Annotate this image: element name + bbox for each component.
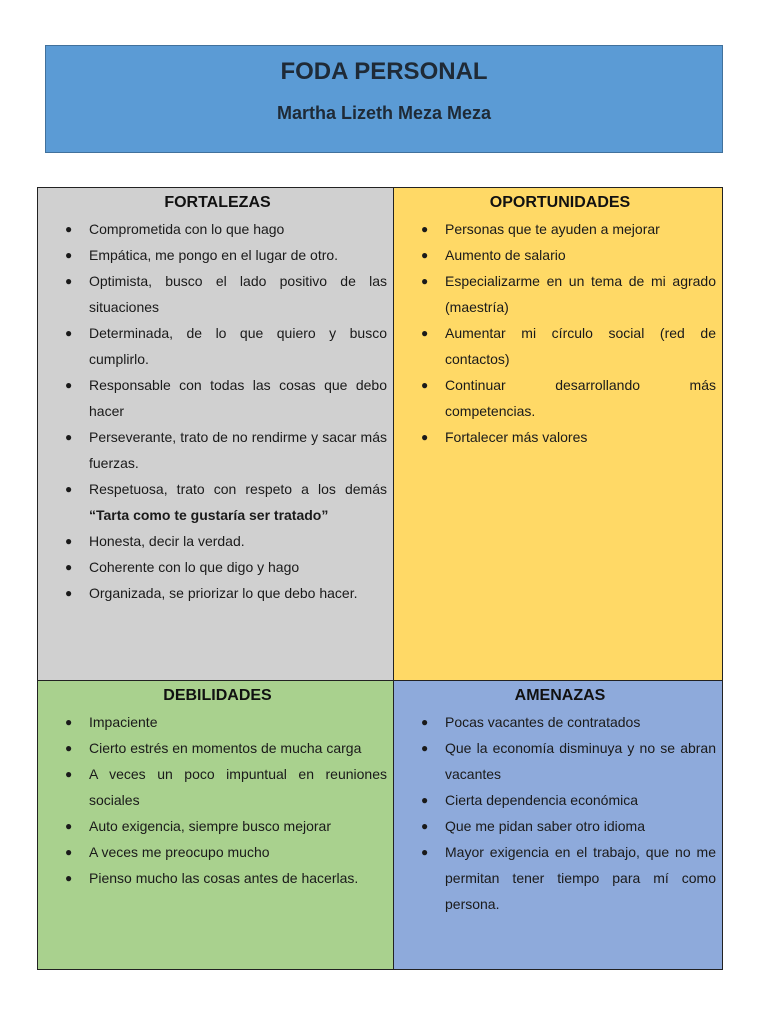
list-item: ● Responsable con todas las cosas que debo hacer	[48, 372, 387, 424]
bullet-icon: ●	[421, 715, 429, 729]
bullet-icon: ●	[421, 845, 429, 859]
list-item: ● Continuar desarrollando más competencias.	[404, 372, 716, 424]
bullet-icon: ●	[421, 274, 429, 288]
bullet-icon: ●	[421, 793, 429, 807]
bullet-icon: ●	[421, 819, 429, 833]
bullet-icon: ●	[65, 222, 73, 236]
title-banner	[45, 45, 723, 153]
page-title: FODA PERSONAL	[280, 58, 488, 85]
list-item: ● Optimista, busco el lado positivo de las situaciones	[48, 268, 387, 320]
list-item: ● Auto exigencia, siempre busco mejorar	[48, 813, 387, 839]
author-name: Martha Lizeth Meza Meza	[276, 103, 492, 123]
list-item: ● Pocas vacantes de contratados	[404, 709, 716, 735]
list-item: ● Cierto estrés en momentos de mucha carga	[48, 735, 387, 761]
bullet-icon: ●	[65, 534, 73, 548]
bullet-icon: ●	[65, 560, 73, 574]
list-item: ● Empática, me pongo en el lugar de otro.	[48, 242, 387, 268]
bullet-icon: ●	[65, 326, 73, 340]
amenazas-heading: AMENAZAS	[514, 687, 606, 704]
list-item: ● Honesta, decir la verdad.	[48, 528, 387, 554]
list-item: ● Impaciente	[48, 709, 387, 735]
debilidades-quadrant	[38, 681, 394, 969]
bullet-icon: ●	[421, 741, 429, 755]
list-item: ● Que me pidan saber otro idioma	[404, 813, 716, 839]
bullet-icon: ●	[65, 586, 73, 600]
amenazas-list	[404, 709, 716, 917]
bullet-icon: ●	[65, 274, 73, 288]
debilidades-list	[48, 709, 387, 891]
fortalezas-list	[48, 216, 387, 606]
list-item: ● Fortalecer más valores	[404, 424, 716, 450]
bullet-icon: ●	[65, 715, 73, 729]
fortalezas-heading: FORTALEZAS	[164, 194, 271, 211]
list-item: ● Personas que te ayuden a mejorar	[404, 216, 716, 242]
bullet-icon: ●	[65, 871, 73, 885]
bullet-icon: ●	[65, 430, 73, 444]
bullet-icon: ●	[65, 819, 73, 833]
list-item: ● Comprometida con lo que hago	[48, 216, 387, 242]
bullet-icon: ●	[421, 248, 429, 262]
list-item: ● Aumento de salario	[404, 242, 716, 268]
list-item: ● Especializarme en un tema de mi agrado (maestría)	[404, 268, 716, 320]
list-item: ● Aumentar mi círculo social (red de contactos)	[404, 320, 716, 372]
list-item: ● Coherente con lo que digo y hago	[48, 554, 387, 580]
fortalezas-quadrant	[38, 188, 394, 681]
oportunidades-quadrant	[394, 188, 722, 681]
list-item: ● Respetuosa, trato con respeto a los demás “Tarta como te gustaría ser tratado”	[48, 476, 387, 528]
oportunidades-heading: OPORTUNIDADES	[489, 194, 631, 211]
bullet-icon: ●	[421, 430, 429, 444]
list-item: ● Que la economía disminuya y no se abran vacantes	[404, 735, 716, 787]
bullet-icon: ●	[65, 378, 73, 392]
amenazas-quadrant	[394, 681, 722, 969]
bullet-icon: ●	[421, 222, 429, 236]
list-item: ● Organizada, se priorizar lo que debo hacer.	[48, 580, 387, 606]
bullet-icon: ●	[65, 741, 73, 755]
list-item: ● Perseverante, trato de no rendirme y sacar más fuerzas.	[48, 424, 387, 476]
fortalezas-quote: “Tarta como te gustaría ser tratado”	[89, 507, 329, 523]
list-item: ● Pienso mucho las cosas antes de hacerlas.	[48, 865, 387, 891]
list-item: ● Mayor exigencia en el trabajo, que no me permitan tener tiempo para mí como persona.	[404, 839, 716, 917]
foda-matrix	[37, 187, 723, 970]
bullet-icon: ●	[421, 326, 429, 340]
oportunidades-list	[404, 216, 716, 450]
bullet-icon: ●	[65, 248, 73, 262]
bullet-icon: ●	[65, 845, 73, 859]
list-item: ● A veces un poco impuntual en reuniones sociales	[48, 761, 387, 813]
bullet-icon: ●	[65, 767, 73, 781]
list-item: ● Cierta dependencia económica	[404, 787, 716, 813]
debilidades-heading: DEBILIDADES	[163, 687, 272, 704]
list-item: ● A veces me preocupo mucho	[48, 839, 387, 865]
list-item: ● Determinada, de lo que quiero y busco cumplirlo.	[48, 320, 387, 372]
bullet-icon: ●	[421, 378, 429, 392]
bullet-icon: ●	[65, 482, 73, 496]
